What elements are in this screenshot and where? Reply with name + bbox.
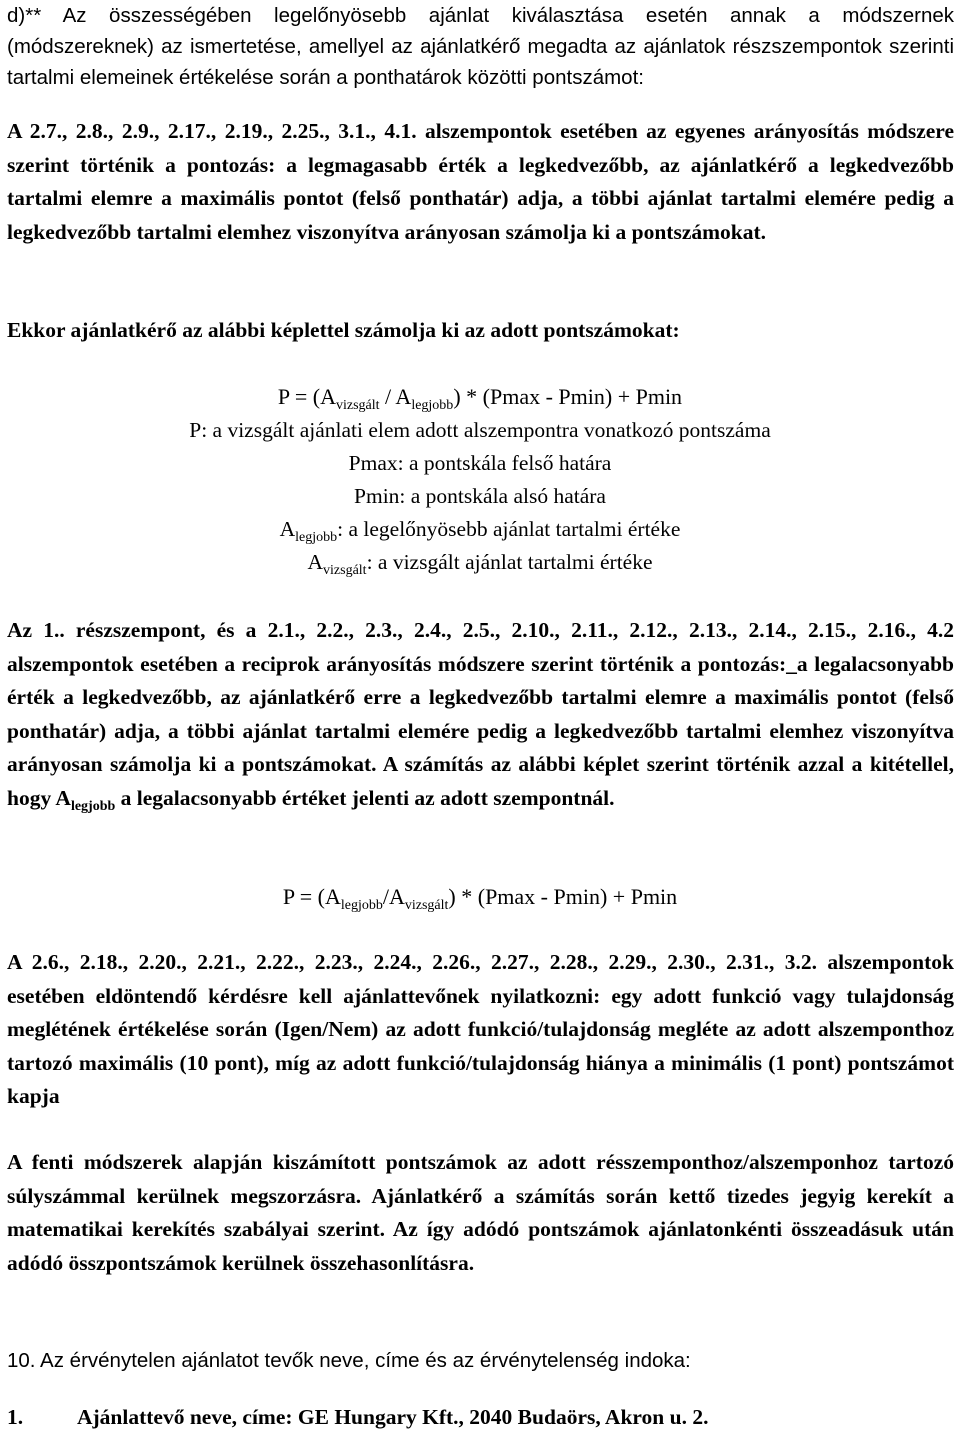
formula-intro-paragraph	[7, 314, 954, 348]
weighting-text: A fenti módszerek alapján kiszámított pontszámok az adott résszemponthoz/alszemponhoz tartozó súlyszámmal kerülnek megszorzásra. Ajánlatkérő a számítás során kettő tizedes jegyig kerekít a matematikai kerekítés szabályai szerint. Az így adódó pontszámok ajánlatonkénti összeadásuk után adódó összpontszámok kerülnek összehasonlításra.	[7, 1150, 954, 1275]
yes-no-paragraph	[7, 946, 954, 1114]
reciprocal-proportion-paragraph: Az 1.. részszempont, és a 2.1., 2.2., 2.3., 2.4., 2.5., 2.10., 2.11., 2.12., 2.13., 2.14., 2.15., 2.16., 4.2 alszempontok esetében a reciprok arányosítás módszere szerint történik a pontozás:_a legalacsonyabb érték a legkedvezőbb, az ajánlatkérő erre a legkedvezőbb tartalmi elemre a maximális pontot (felső ponthatár) adja, a többi ajánlat tartalmi elemére pedig a legkedvezőbb tartalmi elemhez viszonyítva arányosan számolja ki a pontszámokat. A számítás az alábbi képlet szerint történik azzal a kitétellel, hogy $A_{legjobb}$ a legalacsonyabb értéket jelenti az adott szempontnál.	[7, 618, 954, 814]
intro-text: d)** Az összességében legelőnyösebb ajánlat kiválasztása esetén annak a módszernek (módszereknek) az ismertetése, amellyel az ajánlatkérő megadta az ajánlatok részszempontok szerinti tartalmi elemeinek értékelése során a ponthatárok közötti pontszámot:	[7, 4, 954, 89]
invalid-bid-item	[7, 1401, 954, 1435]
bidder-name-address: Ajánlattevő neve, címe: GE Hungary Kft., 2040 Budaörs, Akron u. 2.	[77, 1405, 709, 1429]
legend-p: P: a vizsgált ajánlati elem adott alszempontra vonatkozó pontszáma	[189, 418, 771, 442]
direct-proportion-text: alszempontok esetében az egyenes arányosítás módszere szerint történik a pontozás: a legmagasabb érték a legkedvezőbb, az ajánlatkérő a legkedvezőbb tartalmi elemre a maximális pontot (felső ponthatár) adja, a többi ajánlat tartalmi elemére pedig a legkedvezőbb tartalmi elemhez viszonyítva arányosan számolja ki a pontszámokat.	[7, 119, 955, 244]
legend-a-legjobb: $A_{legjobb}$: a legelőnyösebb ajánlat tartalmi értéke	[279, 517, 681, 545]
section-10-text: 10. Az érvénytelen ajánlatot tevők neve, címe és az érvénytelenség indoka:	[7, 1349, 691, 1372]
criteria-list-lead: A 2.7., 2.8., 2.9., 2.17., 2.19., 2.25., 3.1., 4.1.	[7, 119, 417, 143]
reciprocal-text: Az 1.. részszempont, és a 2.1., 2.2., 2.3., 2.4., 2.5., 2.10., 2.11., 2.12., 2.13., 2.14., 2.15., 2.16., 4.2 alszempontok esetében a reciprok arányosítás módszere szerint történik a pontozás:_a legalacsonyabb érték a legkedvezőbb, az ajánlatkérő erre a legkedvezőbb tartalmi elemre a maximális pontot (felső ponthatár) adja, a többi ajánlat tartalmi elemére pedig a legkedvezőbb tartalmi elemhez viszonyítva arányosan számolja ki a pontszámokat. A számítás az alábbi képlet szerint történik azzal a kitétellel, hogy A	[7, 618, 954, 810]
legend-pmax: Pmax: a pontskála felső határa	[348, 451, 612, 475]
formula-reciprocal: $P = (A_{legjobb}/A_{vizsgált}) * (Pmax - Pmin) + Pmin$	[282, 884, 678, 913]
item-number: 1.	[7, 1405, 24, 1429]
yes-no-text: A 2.6., 2.18., 2.20., 2.21., 2.22., 2.23., 2.24., 2.26., 2.27., 2.28., 2.29., 2.30., 2.31., 3.2. alszempontok esetében eldöntendő kérdésre kell ajánlattevőnek nyilatkozni: egy adott funkció vagy tulajdonság meglétének értékelése során (Igen/Nem) az adott funkció/tulajdonság megléte az adott alszemponthoz tartozó maximális (10 pont), míg az adott funkció/tulajdonság hiánya a minimális (1 pont) pontszámot kapja	[7, 950, 954, 1108]
formula-legend	[0, 414, 960, 579]
intro-paragraph	[7, 0, 954, 93]
formula-direct: $P = (A_{vizsgált} / A_{legjobb}) * (Pmax - Pmin) + Pmin$	[277, 384, 683, 413]
weighting-paragraph	[7, 1146, 954, 1280]
legend-pmin: Pmin: a pontskála alsó határa	[354, 484, 606, 508]
section-10-heading	[7, 1345, 954, 1376]
reciprocal-tail: a legalacsonyabb értéket jelenti az adott szempontnál.	[115, 785, 615, 810]
direct-proportion-paragraph	[7, 115, 954, 249]
legend-a-vizsgalt: $A_{vizsgált}$: a vizsgált ajánlat tartalmi értéke	[307, 550, 653, 578]
formula-intro-text: Ekkor ajánlatkérő az alábbi képlettel számolja ki az adott pontszámokat:	[7, 318, 680, 342]
